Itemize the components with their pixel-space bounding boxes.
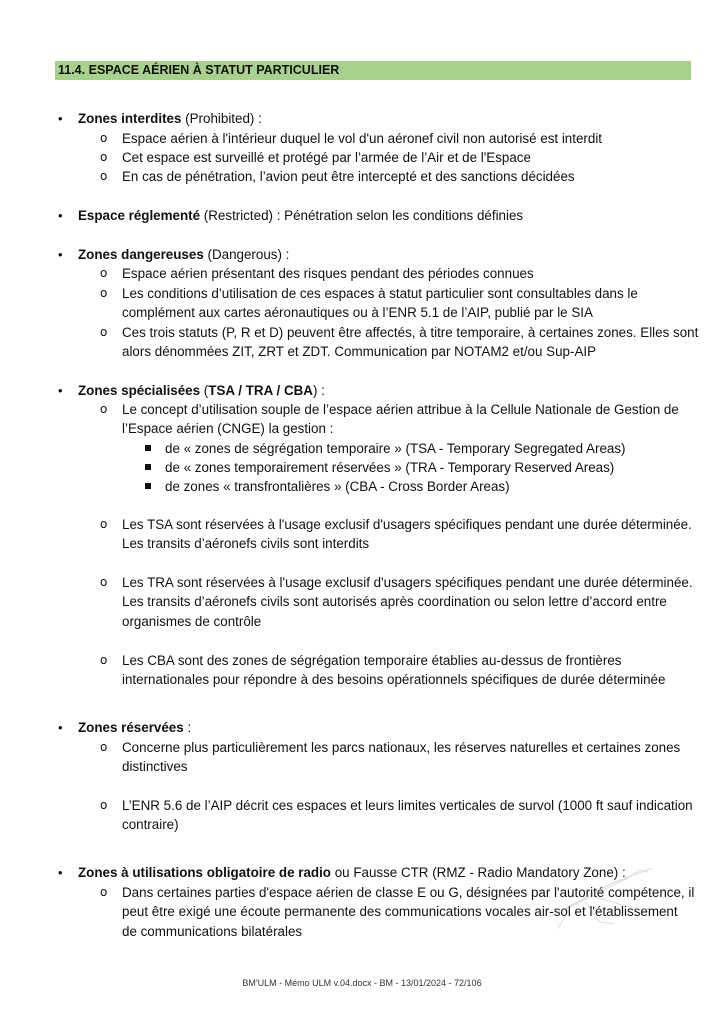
sub-list-item <box>165 439 626 458</box>
text-line: Dans certaines parties d'espace aérien de classe E ou G, désignées par l'autorité compétence, il <box>122 885 695 900</box>
paren-close: ) : <box>312 383 325 398</box>
tra-label: TRA <box>245 383 273 398</box>
cba-label: CBA <box>283 383 313 398</box>
item-title: Espace réglementé <box>78 208 201 223</box>
bullet-marker: • <box>58 865 63 880</box>
square-bullet-icon <box>145 445 151 451</box>
sub-bullet-marker: o <box>100 150 108 164</box>
item-title: Zones interdites <box>78 111 182 126</box>
item-suffix: (Restricted) : Pénétration selon les conditions définies <box>200 208 524 223</box>
text-line: internationales pour répondre à des besoins opérationnels spécifiques de durée déterminée <box>122 672 666 688</box>
text-line: Espace aérien à l'intérieur duquel le vol d'un aéronef civil non autorisé est interdit <box>122 131 603 146</box>
text-line: Le concept d’utilisation souple de l’espace aérien attribue à la Cellule Nationale de Gestion de <box>122 402 679 417</box>
list-item <box>100 148 690 167</box>
square-bullet-icon <box>145 464 151 470</box>
bullet-marker: • <box>58 111 63 126</box>
text-line: distinctives <box>122 759 188 775</box>
text-line: Espace aérien présentant des risques pendant des périodes connues <box>122 266 534 281</box>
paren-open: ( <box>200 383 209 398</box>
text-line: alors dénommées ZIT, ZRT et ZDT. Communication par NOTAM2 et/ou Sup-AIP <box>122 344 597 360</box>
text-line: Les TSA sont réservées à l'usage exclusif d'usagers spécifiques pendant une durée déterminée. <box>122 517 692 532</box>
sub-bullet-marker: o <box>100 798 108 812</box>
sub-bullet-marker: o <box>100 517 108 531</box>
sub-bullet-marker: o <box>100 740 108 754</box>
text-line: Ces trois statuts (P, R et D) peuvent être affectés, à titre temporaire, à certaines zones. Elles sont <box>122 325 699 340</box>
bullet-zones-reservees <box>58 718 192 737</box>
bullet-zones-interdites <box>58 109 262 128</box>
text-line: de zones « transfrontalières » (CBA - Cross Border Areas) <box>165 479 510 494</box>
item-title: Zones dangereuses <box>78 247 204 262</box>
list-item <box>100 400 690 439</box>
bullet-zones-specialisees <box>58 381 325 400</box>
text-line: de « zones de ségrégation temporaire » (TSA - Temporary Segregated Areas) <box>165 441 626 456</box>
bullet-marker: • <box>58 383 63 398</box>
item-suffix: ou Fausse CTR (RMZ - Radio Mandatory Zone) : <box>330 865 626 880</box>
sub-bullet-marker: o <box>100 266 108 280</box>
page-footer: BM'ULM - Mémo ULM v.04.docx - BM - 13/01/2024 - 72/106 <box>242 978 482 988</box>
sub-bullet-marker: o <box>100 575 108 589</box>
text-line: complément aux cartes aéronautiques ou à l’ENR 5.1 de l’AIP, publié par le SIA <box>122 305 593 321</box>
bullet-zones-dangereuses <box>58 245 290 264</box>
sub-bullet-marker: o <box>100 325 108 339</box>
text-line: organismes de contrôle <box>122 613 262 629</box>
sub-bullet-marker: o <box>100 402 108 416</box>
text-line: Les CBA sont des zones de ségrégation temporaire établies au-dessus de frontières <box>122 653 622 668</box>
sub-bullet-marker: o <box>100 286 108 300</box>
text-line: Concerne plus particulièrement les parcs nationaux, les réserves naturelles et certaines zones <box>122 740 681 755</box>
bullet-marker: • <box>58 208 63 223</box>
separator: / <box>272 383 284 398</box>
text-line: l’Espace aérien (CNGE) la gestion : <box>122 421 334 437</box>
sub-list-item <box>165 458 614 477</box>
list-item <box>100 284 690 323</box>
list-item <box>100 129 690 148</box>
sub-list-item <box>165 477 510 496</box>
list-item <box>100 515 692 554</box>
text-line: L’ENR 5.6 de l’AIP décrit ces espaces et leurs limites verticales de survol (1000 ft sauf indication <box>122 798 693 813</box>
section-heading <box>55 61 691 80</box>
text-line: Les transits d’aéronefs civils sont interdits <box>122 536 370 552</box>
list-item <box>100 796 693 835</box>
text-line: En cas de pénétration, l’avion peut être intercepté et des sanctions décidées <box>122 169 575 184</box>
sub-bullet-marker: o <box>100 169 108 183</box>
list-item <box>100 573 693 631</box>
list-item <box>100 651 690 690</box>
separator: / <box>234 383 246 398</box>
bullet-marker: • <box>58 720 63 735</box>
aircraft-sketch-icon <box>540 862 660 932</box>
text-line: Cet espace est surveillé et protégé par l’armée de l’Air et de l'Espace <box>122 150 531 165</box>
sub-bullet-marker: o <box>100 131 108 145</box>
item-suffix: : <box>183 720 192 735</box>
item-title: Zones spécialisées <box>78 383 201 398</box>
list-item <box>100 264 690 283</box>
sub-bullet-marker: o <box>100 885 108 899</box>
square-bullet-icon <box>145 483 151 489</box>
list-item <box>100 323 699 362</box>
list-item <box>100 738 690 777</box>
sub-bullet-marker: o <box>100 653 108 667</box>
item-title: Zones à utilisations obligatoire de radio <box>78 865 331 880</box>
section-number: 11.4. <box>58 63 86 77</box>
list-item <box>100 167 690 186</box>
bullet-espace-reglemente <box>58 206 524 225</box>
item-title: Zones réservées <box>78 720 184 735</box>
text-line: Les TRA sont réservées à l'usage exclusif d'usagers spécifiques pendant une durée déterminée. <box>122 575 693 590</box>
bullet-marker: • <box>58 247 63 262</box>
item-suffix: (Prohibited) : <box>181 111 262 126</box>
section-title: ESPACE AÉRIEN À STATUT PARTICULIER <box>88 63 340 77</box>
text-line: de « zones temporairement réservées » (TRA - Temporary Reserved Areas) <box>165 460 615 475</box>
text-line: peut être exigé une écoute permanente des communications vocales air-sol et l'établissement <box>122 904 678 920</box>
text-line: Les transits d’aéronefs civils sont autorisés après coordination ou selon lettre d’accord entre <box>122 594 667 610</box>
tsa-label: TSA <box>208 383 235 398</box>
item-suffix: (Dangerous) : <box>203 247 290 262</box>
text-line: Les conditions d’utilisation de ces espaces à statut particulier sont consultables dans le <box>122 286 638 301</box>
text-line: de communications bilatérales <box>122 923 303 939</box>
text-line: contraire) <box>122 817 179 833</box>
